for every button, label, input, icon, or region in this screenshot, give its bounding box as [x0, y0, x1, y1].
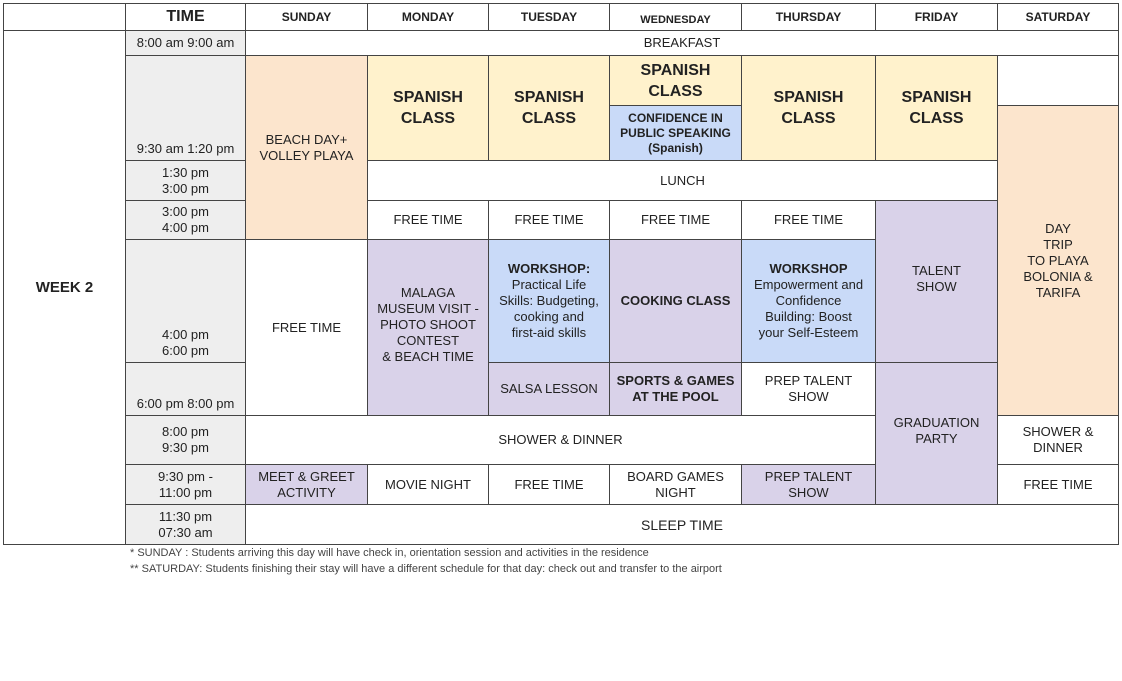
footnote-saturday: ** SATURDAY: Students finishing their stay will have a different schedule for that day: check out and transfer to the airport	[130, 563, 722, 575]
wednesday-sports-games: SPORTS & GAMES AT THE POOL	[609, 362, 742, 416]
monday-malaga-museum: MALAGA MUSEUM VISIT - PHOTO SHOOT CONTEST & BEACH TIME	[367, 239, 489, 416]
saturday-shower-dinner: SHOWER & DINNER	[997, 415, 1119, 465]
day-header-saturday: SATURDAY	[997, 3, 1119, 31]
shower-dinner-cell: SHOWER & DINNER	[245, 415, 876, 465]
monday-free-time: FREE TIME	[367, 200, 489, 240]
lunch-cell: LUNCH	[367, 160, 998, 201]
thursday-workshop-body: Empowerment and Confidence Building: Boost your Self-Esteem	[753, 277, 864, 340]
thursday-workshop	[741, 239, 876, 363]
monday-movie-night: MOVIE NIGHT	[367, 464, 489, 505]
tuesday-salsa-lesson: SALSA LESSON	[488, 362, 610, 416]
sunday-meet-greet: MEET & GREET ACTIVITY	[245, 464, 368, 505]
thursday-workshop-title: WORKSHOP	[769, 261, 848, 276]
sleep-time-cell: SLEEP TIME	[245, 504, 1119, 545]
wednesday-confidence-speaking: CONFIDENCE IN PUBLIC SPEAKING (Spanish)	[609, 105, 742, 161]
sunday-free-time: FREE TIME	[245, 239, 368, 416]
footnote-sunday: * SUNDAY : Students arriving this day will have check in, orientation session and activities in the residence	[130, 547, 649, 559]
monday-spanish-class: SPANISH CLASS	[367, 55, 489, 161]
tuesday-free-time-night: FREE TIME	[488, 464, 610, 505]
day-header-friday: FRIDAY	[875, 3, 998, 31]
time-slot-sleep: 11:30 pm 07:30 am	[125, 504, 246, 545]
wednesday-spanish-class: SPANISH CLASS	[609, 55, 742, 106]
time-slot-afternoon-1: 3:00 pm 4:00 pm	[125, 200, 246, 240]
time-slot-afternoon-2: 4:00 pm 6:00 pm	[125, 239, 246, 363]
wednesday-cooking-class: COOKING CLASS	[609, 239, 742, 363]
day-header-wednesday: WEDNESDAY	[609, 3, 742, 31]
tuesday-workshop-title: WORKSHOP:	[507, 261, 591, 276]
time-slot-dinner: 8:00 pm 9:30 pm	[125, 415, 246, 465]
tuesday-spanish-class: SPANISH CLASS	[488, 55, 610, 161]
thursday-free-time: FREE TIME	[741, 200, 876, 240]
corner-cell	[3, 3, 126, 31]
time-slot-lunch: 1:30 pm 3:00 pm	[125, 160, 246, 201]
tuesday-workshop-body: Practical Life Skills: Budgeting, cooking and first-aid skills	[499, 277, 599, 340]
friday-spanish-class: SPANISH CLASS	[875, 55, 998, 161]
thursday-prep-talent-show: PREP TALENT SHOW	[741, 362, 876, 416]
friday-talent-show: TALENT SHOW	[875, 200, 998, 363]
saturday-morning-empty	[997, 55, 1119, 106]
sunday-beach-day: BEACH DAY+ VOLLEY PLAYA	[245, 55, 368, 240]
time-slot-breakfast: 8:00 am 9:00 am	[125, 30, 246, 56]
day-header-thursday: THURSDAY	[741, 3, 876, 31]
thursday-spanish-class: SPANISH CLASS	[741, 55, 876, 161]
wednesday-free-time: FREE TIME	[609, 200, 742, 240]
day-header-monday: MONDAY	[367, 3, 489, 31]
time-slot-morning: 9:30 am 1:20 pm	[125, 55, 246, 161]
breakfast-cell: BREAKFAST	[245, 30, 1119, 56]
day-header-sunday: SUNDAY	[245, 3, 368, 31]
time-slot-evening: 6:00 pm 8:00 pm	[125, 362, 246, 416]
wednesday-board-games: BOARD GAMES NIGHT	[609, 464, 742, 505]
thursday-prep-talent-show-night: PREP TALENT SHOW	[741, 464, 876, 505]
time-slot-night: 9:30 pm - 11:00 pm	[125, 464, 246, 505]
tuesday-workshop	[488, 239, 610, 363]
time-header: TIME	[125, 3, 246, 31]
week-label: WEEK 2	[3, 30, 126, 545]
saturday-free-time: FREE TIME	[997, 464, 1119, 505]
tuesday-free-time: FREE TIME	[488, 200, 610, 240]
saturday-day-trip: DAY TRIP TO PLAYA BOLONIA & TARIFA	[997, 105, 1119, 416]
friday-graduation-party: GRADUATION PARTY	[875, 362, 998, 505]
day-header-tuesday: TUESDAY	[488, 3, 610, 31]
